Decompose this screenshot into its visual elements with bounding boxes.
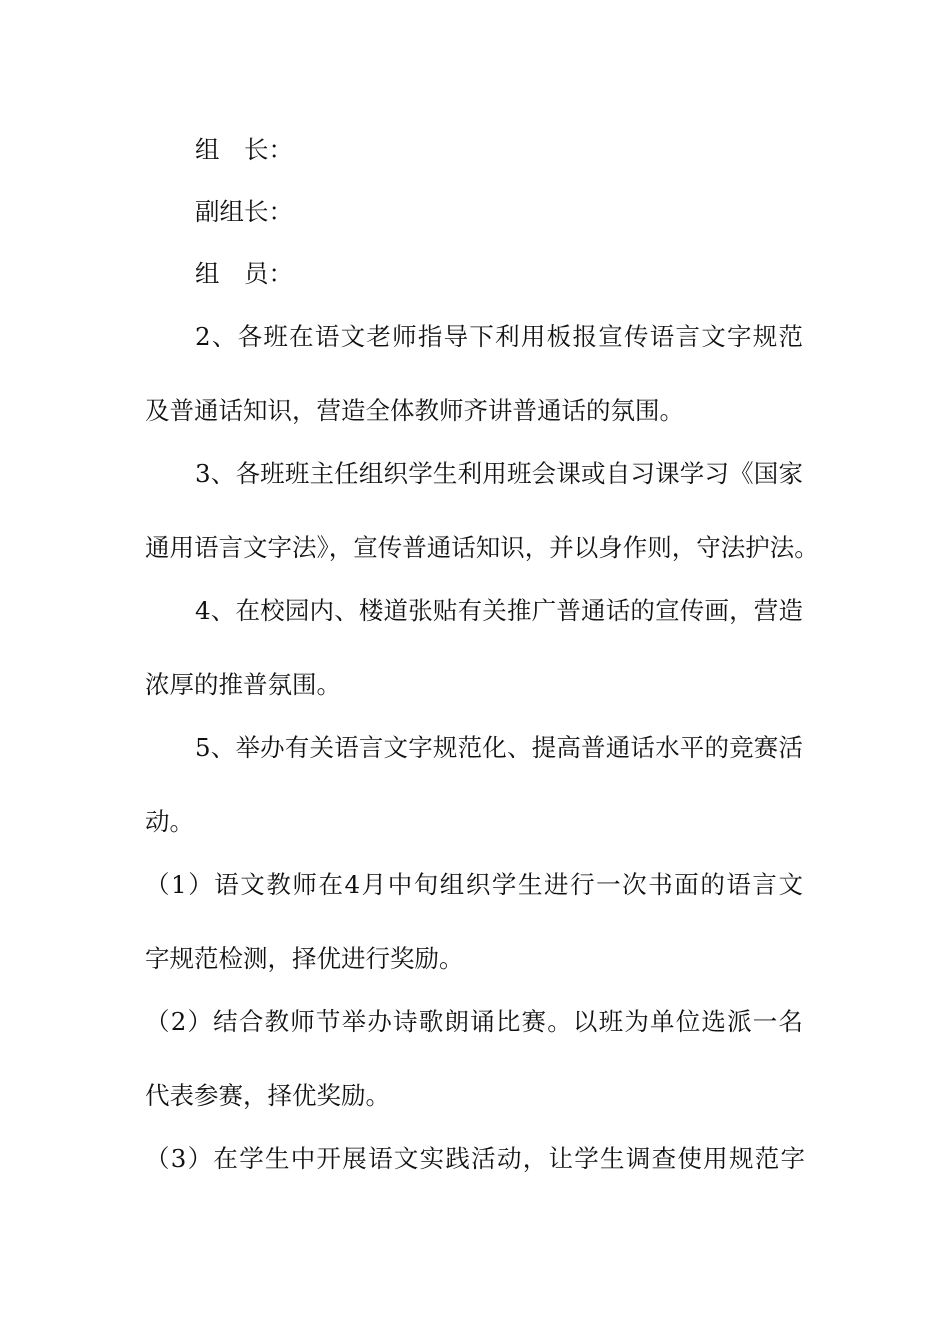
sub-item-1-line-2: 字规范检测，择优进行奖励。 — [145, 944, 464, 973]
sub-item-2-line-1: （2）结合教师节举办诗歌朗诵比赛。以班为单位选派一名 — [145, 1007, 803, 1036]
sub-item-2-line-2: 代表参赛，择优奖励。 — [145, 1081, 390, 1110]
item-4-line-1: 4、在校园内、楼道张贴有关推广普通话的宣传画，营造 — [195, 596, 803, 625]
sub-item-1-line-1: （1）语文教师在4月中旬组织学生进行一次书面的语言文 — [145, 870, 803, 899]
item-3-line-2: 通用语言文字法》，宣传普通话知识，并以身作则，守法护法。 — [145, 533, 819, 562]
item-5-line-1: 5、举办有关语言文字规范化、提高普通话水平的竞赛活 — [195, 733, 803, 762]
item-2-line-2: 及普通话知识，营造全体教师齐讲普通话的氛围。 — [145, 396, 684, 425]
member-label: 组 员： — [195, 259, 293, 288]
sub-item-3-line-1: （3）在学生中开展语文实践活动，让学生调查使用规范字 — [145, 1144, 805, 1173]
item-4-line-2: 浓厚的推普氛围。 — [145, 670, 341, 699]
item-5-line-2: 动。 — [145, 807, 194, 836]
item-2-line-1: 2、各班在语文老师指导下利用板报宣传语言文字规范 — [195, 322, 803, 351]
item-3-line-1: 3、各班班主任组织学生利用班会课或自习课学习《国家 — [195, 459, 803, 488]
deputy-leader-label: 副组长： — [195, 197, 293, 226]
leader-label: 组 长： — [195, 135, 293, 164]
